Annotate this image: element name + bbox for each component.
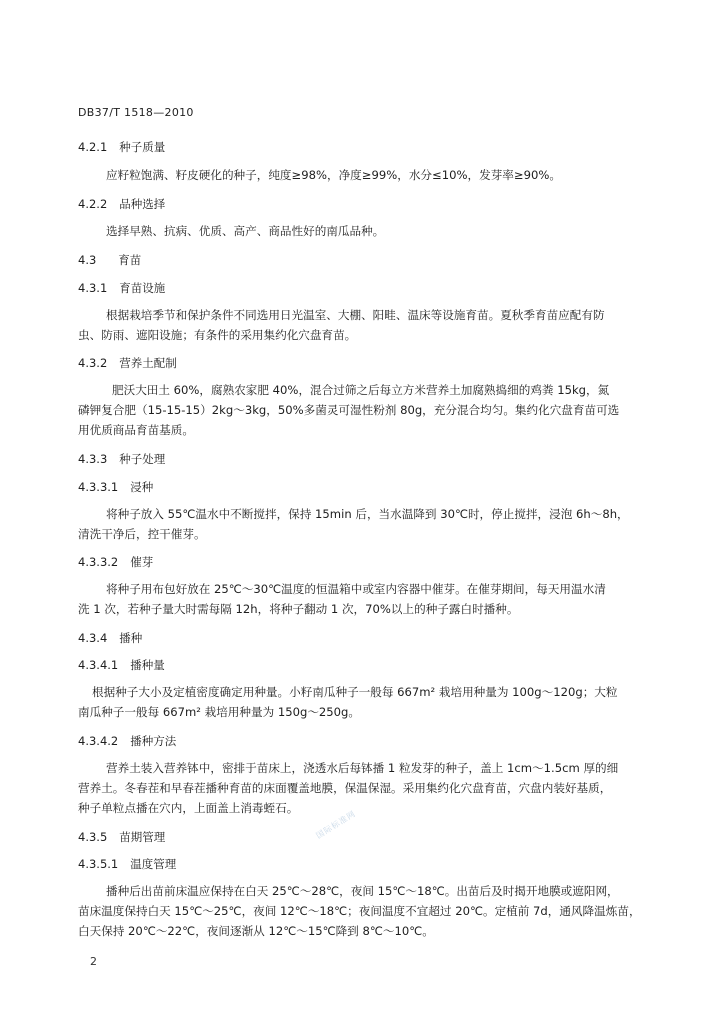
paragraph-line: 播种后出苗前床温应保持在白天 25℃～28℃，夜间 15℃～18℃。出苗后及时揭开地膜或遮阳网， <box>106 884 619 898</box>
section-heading-4-2-1 <box>78 139 165 155</box>
section-heading-4-3-4 <box>78 630 142 646</box>
section-title: 浸种 <box>130 480 154 494</box>
section-title: 温度管理 <box>130 857 177 871</box>
section-heading-4-2-2 <box>78 196 165 212</box>
section-title: 品种选择 <box>119 197 166 211</box>
section-heading-4-3-5 <box>78 829 165 845</box>
section-number: 4.2.1 <box>78 140 108 154</box>
paragraph-line: 选择早熟、抗病、优质、高产、商品性好的南瓜品种。 <box>106 224 385 238</box>
paragraph-line: 用优质商品育苗基质。 <box>78 423 194 437</box>
paragraph-line: 种子单粒点播在穴内，上面盖上消毒蛭石。 <box>78 801 299 815</box>
section-heading-4-3-5-1 <box>78 856 176 872</box>
section-number: 4.3.4.2 <box>78 734 119 748</box>
section-heading-4-3-2 <box>78 355 177 371</box>
section-number: 4.3.5.1 <box>78 857 119 871</box>
section-title: 催芽 <box>130 555 154 569</box>
section-title: 播种方法 <box>130 734 177 748</box>
paragraph-line: 磷钾复合肥（15-15-15）2kg～3kg，50%多菌灵可湿性粉剂 80g，充分混合均匀。集约化穴盘育苗可选 <box>78 403 620 417</box>
section-number: 4.3.3 <box>78 452 108 466</box>
section-number: 4.3.4 <box>78 631 108 645</box>
section-title: 苗期管理 <box>119 830 166 844</box>
paragraph-line: 肥沃大田土 60%，腐熟农家肥 40%，混合过筛之后每立方米营养土加腐熟捣细的鸡粪 15kg，氮 <box>112 383 610 397</box>
page-number: 2 <box>90 955 97 968</box>
section-number: 4.3.4.1 <box>78 658 119 672</box>
section-title: 营养土配制 <box>119 356 177 370</box>
section-number: 4.3.3.1 <box>78 480 119 494</box>
section-heading-4-3-4-2 <box>78 733 176 749</box>
paragraph-line: 苗床温度保持白天 15℃～25℃，夜间 12℃～18℃；夜间温度不宜超过 20℃。定植前 7d，通风降温炼苗， <box>78 904 641 918</box>
section-number: 4.3.5 <box>78 830 108 844</box>
paragraph-line: 营养土装入营养钵中，密排于苗床上，浇透水后每钵播 1 粒发芽的种子，盖上 1cm～1.5cm 厚的细 <box>106 761 619 775</box>
section-title: 种子处理 <box>119 452 166 466</box>
watermark: 国际标准网 <box>314 809 358 841</box>
section-heading-4-3-3-1 <box>78 479 153 495</box>
section-heading-4-3-3-2 <box>78 554 153 570</box>
section-heading-4-3-4-1 <box>78 657 165 673</box>
section-title: 播种量 <box>130 658 165 672</box>
paragraph-line: 洗 1 次，若种子量大时需每隔 12h，将种子翻动 1 次，70%以上的种子露白时播种。 <box>78 602 519 616</box>
paragraph-line: 营养土。冬春茬和早春茬播种育苗的床面覆盖地膜，保温保湿。采用集约化穴盘育苗，穴盘内装好基质， <box>78 781 612 795</box>
section-title: 播种 <box>119 631 143 645</box>
section-number: 4.3.3.2 <box>78 555 119 569</box>
section-number: 4.3 <box>78 253 97 267</box>
section-number: 4.2.2 <box>78 197 108 211</box>
section-title: 种子质量 <box>119 140 166 154</box>
paragraph-line: 南瓜种子一般每 667m² 栽培用种量为 150g～250g。 <box>78 705 361 719</box>
paragraph-line: 虫、防雨、遮阳设施；有条件的采用集约化穴盘育苗。 <box>78 328 357 342</box>
section-title: 育苗设施 <box>119 281 166 295</box>
paragraph-line: 将种子用布包好放在 25℃～30℃温度的恒温箱中或室内容器中催芽。在催芽期间，每天用温水清 <box>106 582 606 596</box>
section-heading-4-3-3 <box>78 451 165 467</box>
paragraph-line: 应籽粒饱满、籽皮硬化的种子，纯度≥98%，净度≥99%，水分≤10%，发芽率≥90%。 <box>106 168 561 182</box>
section-title: 育苗 <box>118 253 142 267</box>
section-number: 4.3.2 <box>78 356 108 370</box>
section-number: 4.3.1 <box>78 281 108 295</box>
section-heading-4-3 <box>78 252 141 268</box>
paragraph-line: 将种子放入 55℃温水中不断搅拌，保持 15min 后，当水温降到 30℃时，停止搅拌，浸泡 6h～8h， <box>106 507 629 521</box>
section-heading-4-3-1 <box>78 280 165 296</box>
paragraph-line: 根据种子大小及定植密度确定用种量。小籽南瓜种子一般每 667m² 栽培用种量为 100g～120g；大粒 <box>92 685 618 699</box>
document-header-code: DB37/T 1518—2010 <box>78 106 194 119</box>
paragraph-line: 根据栽培季节和保护条件不同选用日光温室、大棚、阳畦、温床等设施育苗。夏秋季育苗应配有防 <box>106 308 605 322</box>
paragraph-line: 白天保持 20℃～22℃，夜间逐渐从 12℃～15℃降到 8℃～10℃。 <box>78 924 434 938</box>
paragraph-line: 清洗干净后，控干催芽。 <box>78 527 206 541</box>
